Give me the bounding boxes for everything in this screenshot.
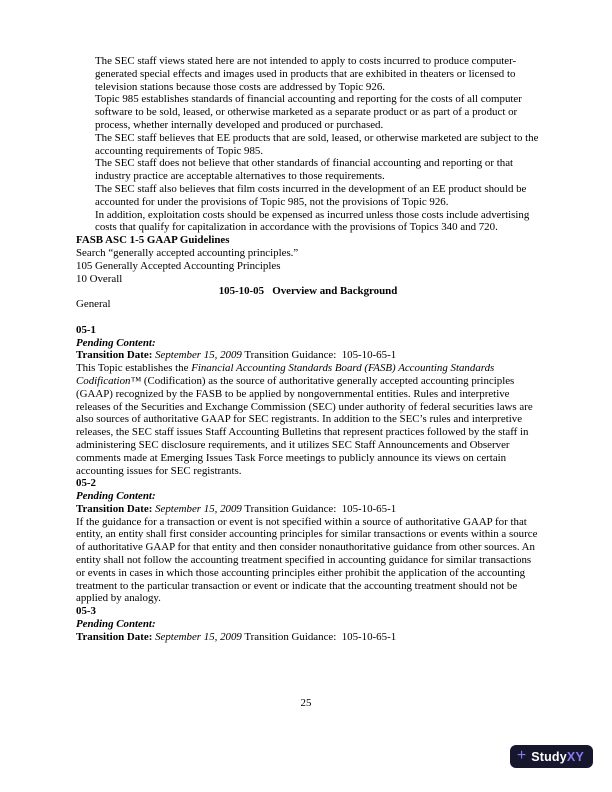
body-text: This Topic establishes the: [76, 362, 192, 375]
transition-date-label: Transition Date:: [76, 502, 153, 515]
plus-icon: +: [516, 746, 527, 764]
transition-date-value: September 15, 2009: [152, 630, 242, 643]
intro-paragraph: The SEC staff does not believe that other standards of financial accounting and reporting or that industry practice are acceptable alternatives to those requirements.: [95, 157, 514, 183]
pending-content-label: Pending Content:: [76, 490, 156, 503]
section-label: 05-1: [76, 323, 96, 336]
transition-line: [76, 631, 540, 644]
transition-date-value: September 15, 2009: [152, 502, 242, 515]
transition-guidance: Transition Guidance: 105-10-65-1: [241, 630, 397, 643]
subtopic-line: 10 Overall: [76, 272, 123, 285]
body-italic-citation: Financial Accounting Standards Board (FASB) Accounting Standards Codification™: [76, 362, 495, 387]
brand-name-primary: Study: [531, 749, 567, 764]
studyxy-badge: [510, 745, 593, 768]
intro-paragraph: The SEC staff believes that EE products that are sold, leased, or otherwise marketed are subject to the accounting requirements of Topic 985.: [95, 131, 539, 157]
intro-paragraph: Topic 985 establishes standards of financial accounting and reporting for the costs of all computer software to be sold, leased, or otherwise marketed as a separate product or as part of a product or process, whether internally developed and produced or purchased.: [95, 93, 522, 131]
transition-date-value: September 15, 2009: [152, 349, 242, 362]
section-body: [76, 362, 540, 477]
brand-name-accent: XY: [566, 749, 584, 764]
intro-block: [95, 55, 540, 234]
guidelines-heading: FASB ASC 1-5 GAAP Guidelines: [76, 234, 230, 247]
search-instruction: Search “generally accepted accounting principles.”: [76, 246, 299, 259]
section-heading: 105-10-05 Overview and Background: [218, 285, 398, 298]
topic-line: 105 Generally Accepted Accounting Principles: [76, 259, 281, 272]
intro-paragraph: The SEC staff also believes that film costs incurred in the development of an EE product should be accounted for under the provisions of Topic 985, not the provisions of Topic 926.: [95, 182, 527, 208]
pending-content-label: Pending Content:: [76, 618, 156, 631]
transition-guidance: Transition Guidance: 105-10-65-1: [241, 349, 397, 362]
intro-paragraph: In addition, exploitation costs should be expensed as incurred unless those costs include advertising costs that qualify for capitalization in accordance with the provisions of Topics 340 and 720.: [95, 208, 530, 234]
section-05-2: [76, 477, 540, 605]
section-05-3: [76, 605, 540, 643]
transition-date-label: Transition Date:: [76, 630, 153, 643]
transition-line: [76, 349, 540, 362]
body-text: (Codification) as the source of authoritative generally accepted accounting principles (GAAP) recognized by the FASB to be applied by nongovernmental entities. Rules and interpretive releases of the Securities and Exchange Commission (SEC) under authority of federal securities laws are also sources of authoritative GAAP for SEC registrants. In addition to the SEC’s rules and interpretive releases, the SEC staff issues Staff Accounting Bulletins that represent practices followed by the staff in administering SEC disclosure requirements, and it utilizes SEC Staff Announcements and Observer comments made at Emerging Issues Task Force meetings to publicly announce its views on certain accounting issues for SEC registrants.: [76, 374, 533, 477]
brand-wordmark: [531, 750, 584, 764]
transition-line: [76, 503, 540, 516]
section-label: 05-3: [76, 605, 96, 618]
page-number: 25: [300, 697, 312, 709]
pending-content-label: Pending Content:: [76, 336, 156, 349]
transition-date-label: Transition Date:: [76, 349, 153, 362]
section-body: If the guidance for a transaction or event is not specified within a source of authoritative GAAP for that entity, an entity shall first consider accounting principles for similar transactions or events within a source of authoritative GAAP for that entity and then consider nonauthoritative guidance from other sources. An entity shall not follow the accounting treatment specified in accounting guidance for similar transactions or events in cases in which those accounting principles either prohibit the application of the accounting treatment to the particular transaction or event or indicate that the accounting treatment should not be applied by analogy.: [76, 515, 538, 605]
section-label: 05-2: [76, 477, 96, 490]
general-label: General: [76, 298, 111, 311]
section-05-1: [76, 324, 540, 478]
intro-paragraph: The SEC staff views stated here are not intended to apply to costs incurred to produce computer-generated special effects and images used in products that are exhibited in theaters or licensed to television stations because those costs are addressed by Topic 926.: [95, 55, 517, 93]
transition-guidance: Transition Guidance: 105-10-65-1: [241, 502, 397, 515]
page-content: [76, 55, 540, 644]
